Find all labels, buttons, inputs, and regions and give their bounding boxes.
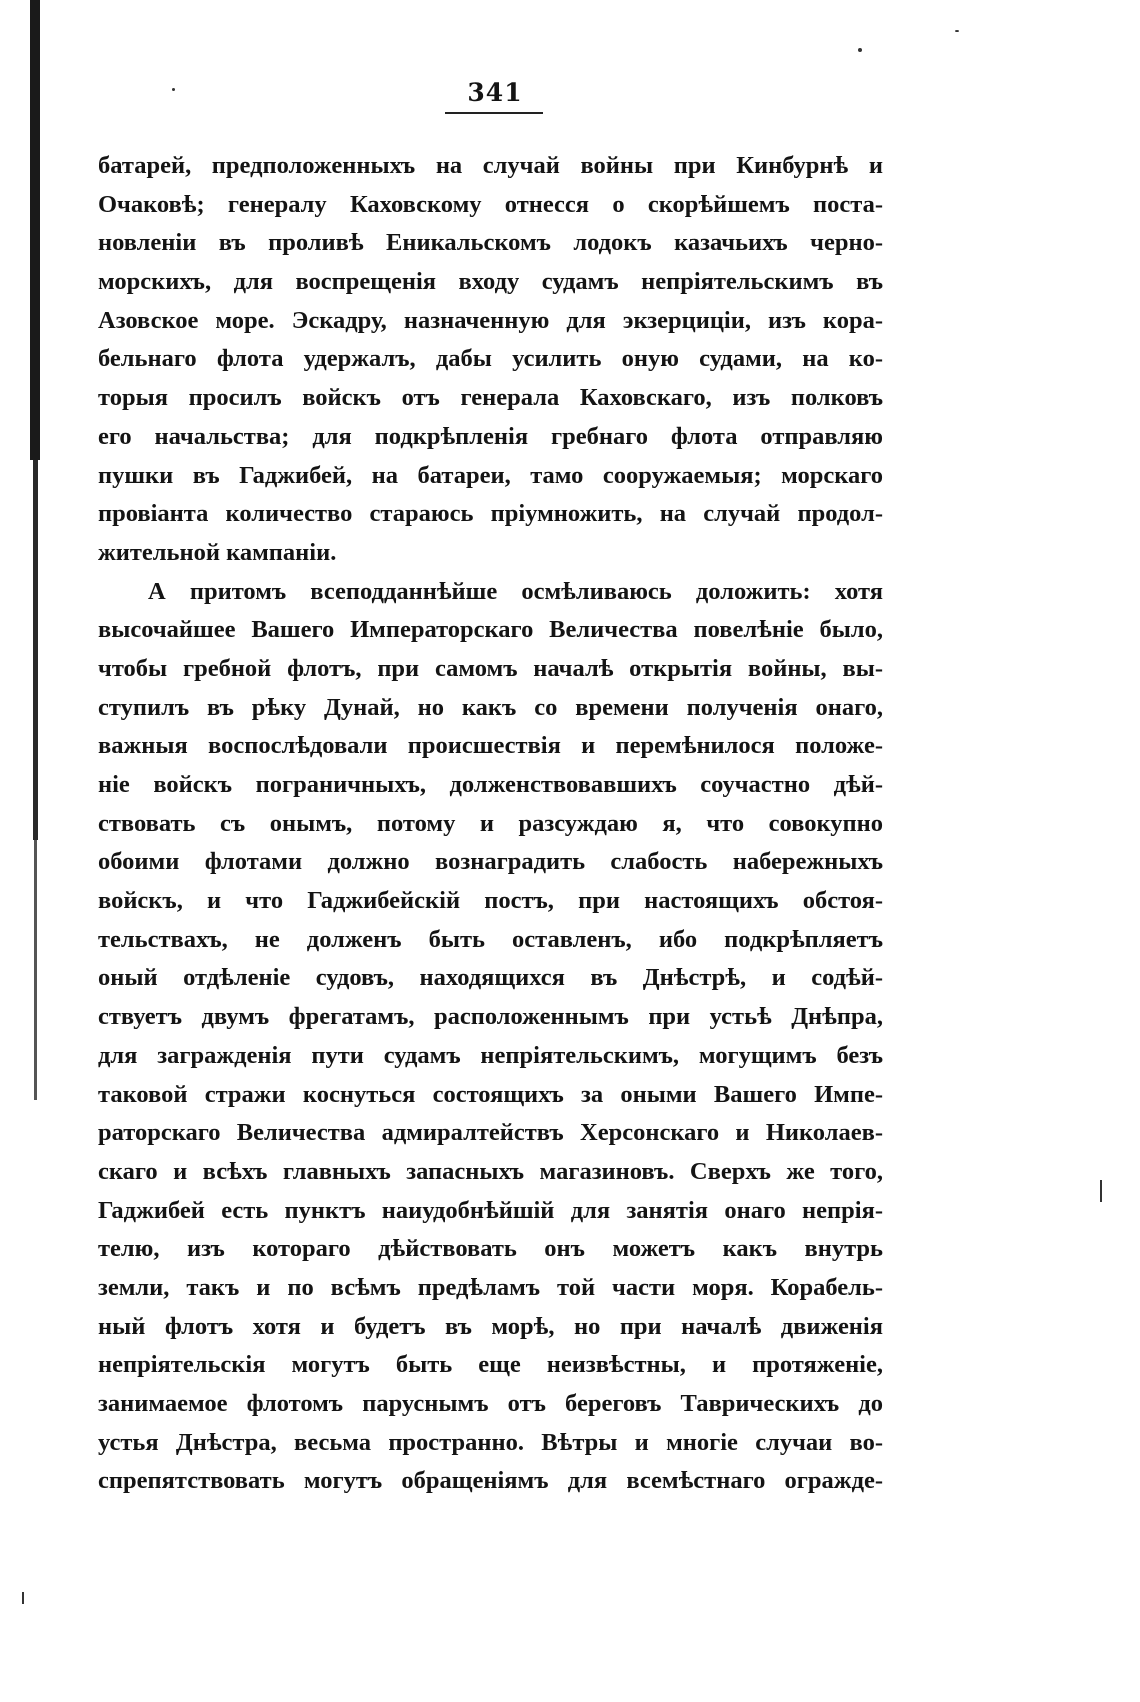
page-number: 341	[467, 78, 523, 107]
page-number-rule	[445, 112, 543, 114]
paragraph-end-line: жительной кампаніи.	[98, 538, 337, 566]
text-line: батарей, предположенныхъ на случай войны при Кинбурнѣ и	[98, 152, 883, 179]
text-line: тельствахъ, не долженъ быть оставленъ, ибо подкрѣпляетъ	[98, 925, 883, 953]
scan-speck	[1100, 1180, 1102, 1202]
text-line: занимаемое флотомъ паруснымъ отъ береговъ Таврическихъ до	[98, 1390, 883, 1417]
text-line: ніе войскъ пограничныхъ, долженствовавшихъ соучастно дѣй-	[98, 771, 883, 798]
text-line: его начальства; для подкрѣпленія гребнаго флота отправляю	[98, 422, 883, 450]
paragraph-start-line: А притомъ всеподданнѣйше осмѣливаюсь доложить: хотя	[148, 577, 883, 605]
binding-shadow-faint	[34, 840, 37, 1100]
text-line: скаго и всѣхъ главныхъ запасныхъ магазиновъ. Сверхъ же того,	[98, 1157, 883, 1185]
text-line: провіанта количество стараюсь пріумножить, на случай продол-	[98, 500, 883, 528]
text-line: ствуетъ двумъ фрегатамъ, расположеннымъ при устьѣ Днѣпра,	[98, 1003, 883, 1031]
text-line: пушки въ Гаджибей, на батареи, тамо сооружаемыя; морскаго	[98, 461, 883, 489]
text-line: ный флотъ хотя и будетъ въ морѣ, но при началѣ движенія	[98, 1312, 883, 1340]
text-line: чтобы гребной флотъ, при самомъ началѣ открытія войны, вы-	[98, 654, 883, 682]
text-line: войскъ, и что Гаджибейскій постъ, при настоящихъ обстоя-	[98, 887, 883, 915]
text-line: для загражденія пути судамъ непріятельскимъ, могущимъ безъ	[98, 1041, 883, 1069]
text-line: земли, такъ и по всѣмъ предѣламъ той части моря. Корабель-	[98, 1273, 883, 1301]
scan-speck	[858, 48, 862, 52]
text-line: важныя воспослѣдовали происшествія и перемѣнилося положе-	[98, 732, 883, 760]
text-line: непріятельскія могутъ быть еще неизвѣстны, и протяженіе,	[98, 1351, 883, 1379]
text-line: раторскаго Величества адмиралтействъ Херсонскаго и Николаев-	[98, 1119, 883, 1147]
text-line: Азовское море. Эскадру, назначенную для экзерциціи, изъ кора-	[98, 306, 883, 334]
text-line: торыя просилъ войскъ отъ генерала Каховскаго, изъ полковъ	[98, 384, 883, 412]
body-text	[98, 147, 883, 1501]
text-line: телю, изъ котораго дѣйствовать онъ можетъ какъ внутрь	[98, 1235, 883, 1263]
text-line: оный отдѣленіе судовъ, находящихся въ Днѣстрѣ, и содѣй-	[98, 964, 883, 992]
binding-shadow-lower	[33, 460, 38, 840]
binding-shadow	[30, 0, 40, 460]
text-line: Очаковѣ; генералу Каховскому отнесся о скорѣйшемъ поста-	[98, 190, 883, 218]
text-line: бельнаго флота удержалъ, дабы усилить оную судами, на ко-	[98, 345, 883, 373]
scan-speck	[22, 1592, 24, 1604]
text-line: Гаджибей есть пунктъ наиудобнѣйшій для занятія онаго непрія-	[98, 1196, 883, 1224]
text-line: морскихъ, для воспрещенія входу судамъ непріятельскимъ въ	[98, 268, 883, 296]
scan-speck	[172, 88, 175, 91]
text-line: обоими флотами должно вознаградить слабость набережныхъ	[98, 848, 883, 876]
text-line: новленіи въ проливѣ Еникальскомъ лодокъ казачьихъ черно-	[98, 229, 883, 257]
text-line: устья Днѣстра, весьма пространно. Вѣтры и многіе случаи во-	[98, 1428, 883, 1456]
text-line: ступилъ въ рѣку Дунай, но какъ со времени полученія онаго,	[98, 693, 883, 721]
text-line: высочайшее Вашего Императорскаго Величества повелѣніе было,	[98, 616, 883, 644]
text-line: таковой стражи коснуться состоящихъ за оными Вашего Импе-	[98, 1080, 883, 1108]
scan-speck	[955, 30, 959, 32]
text-line: спрепятствовать могутъ обращеніямъ для всемѣстнаго огражде-	[98, 1467, 883, 1495]
text-line: ствовать съ онымъ, потому и разсуждаю я, что совокупно	[98, 809, 883, 837]
